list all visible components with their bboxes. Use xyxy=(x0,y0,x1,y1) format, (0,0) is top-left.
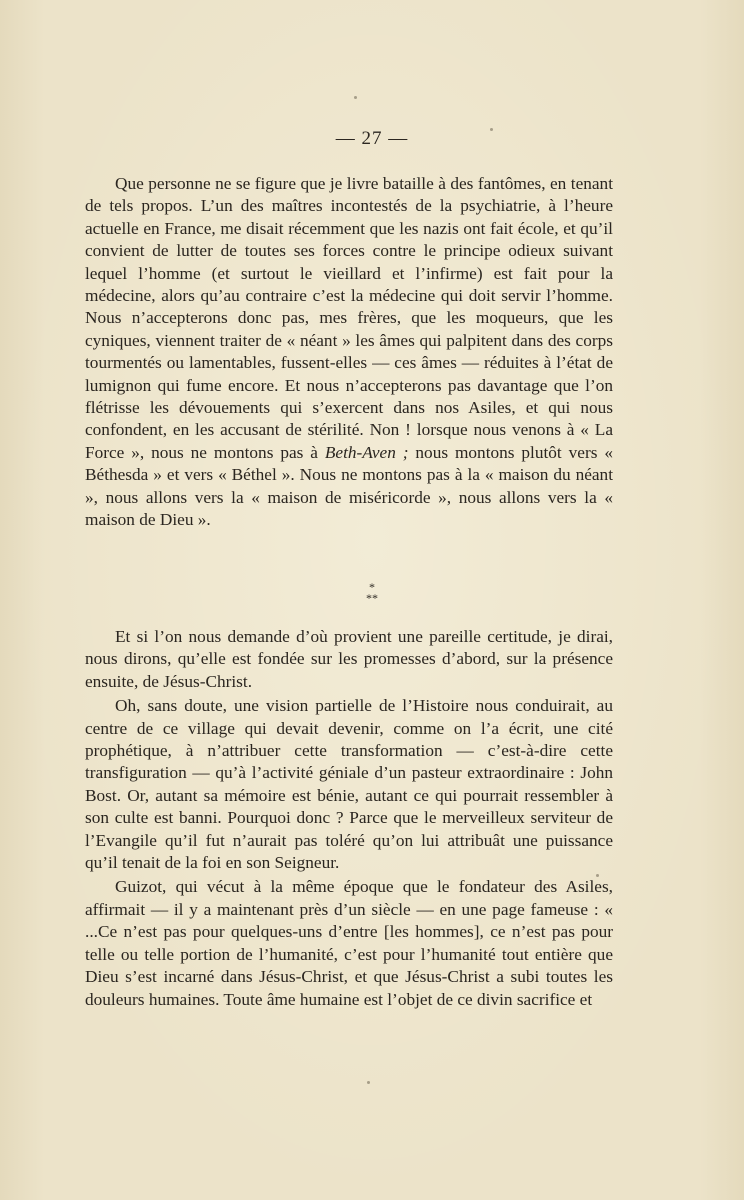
paper-speck xyxy=(367,1081,370,1084)
separator-bottom-asterisks: ** xyxy=(366,591,378,605)
paragraph-4: Guizot, qui vécut à la même époque que le fondateur des Asiles, affirmait — il y a maintenant près d’un siècle — en une page fameuse : « ...Ce n’est pas pour quelques-uns d’entre [les hommes], ce n’est pas pour telle ou telle portion de l’humanité, c’est pour l’humanité tout entière que Dieu s’est incarné dans Jésus-Christ, et que Jésus-Christ a subi toutes les douleurs humaines. Toute âme humaine est l’objet de ce divin sacrifice et xyxy=(85,877,613,1009)
paragraph-1 xyxy=(85,173,613,532)
paper-speck xyxy=(596,874,599,877)
paragraph-1-italic-place: Beth-Aven ; xyxy=(324,442,409,462)
separator-top-asterisk: * xyxy=(369,580,375,594)
paper-speck xyxy=(490,128,493,131)
page-number: — 27 — xyxy=(335,128,409,149)
paragraph-1-text-b: nous montons plutôt vers « Béthesda » et vers « Béthel ». Nous ne montons pas à la « maison du néant », nous allons vers la « maison de miséricorde », nous allons vers la « maison de Dieu ». xyxy=(85,442,613,530)
paragraph-3: Oh, sans doute, une vision partielle de l’Histoire nous conduirait, au centre de ce village qui devait devenir, comme on l’a écrit, une cité prophétique, à n’attribuer cette transformation — c’est-à-dire cette transfiguration — qu’à l’activité géniale d’un pasteur extraordinaire : John Bost. Or, autant sa mémoire est bénie, autant ce qui pourrait ressembler à son culte est banni. Pourquoi donc ? Parce que le merveilleux serviteur de l’Evangile qu’il fut n’aurait pas toléré qu’on lui attribuât une puissance qu’il tenait de la foi en son Seigneur. xyxy=(85,696,613,873)
section-2 xyxy=(85,626,613,1011)
paper-speck xyxy=(354,96,357,99)
paragraph-2: Et si l’on nous demande d’où provient une pareille certitude, je dirai, nous dirons, qu’elle est fondée sur les promesses d’abord, sur la présence ensuite, de Jésus-Christ. xyxy=(85,627,613,691)
section-separator xyxy=(0,582,744,604)
paragraph-1-text-a: Que personne ne se figure que je livre bataille à des fantômes, en tenant de tels propos. L’un des maîtres incontestés de la psychiatrie, à l’heure actuelle en France, me disait récemment que les nazis ont fait école, et qu’il convient de lutter de toutes ses forces contre le principe odieux suivant lequel l’homme (et surtout le vieillard et l’infirme) est fait pour la médecine, alors qu’au contraire c’est la médecine qui doit servir l’homme. Nous n’accepterons donc pas, mes frères, que les moqueurs, que les cyniques, viennent traiter de « néant » les âmes qui palpitent dans des corps tourmentés ou lamentables, fussent-elles — ces âmes — réduites à l’état de lumignon qui fume encore. Et nous n’accepterons pas davantage que l’on flétrisse les dévouements qui s’exercent dans nos Asiles, et qui nous confondent, en les accusant de stérilité. Non ! lorsque nous venons à « La Force », nous ne montons pas à xyxy=(85,174,613,462)
